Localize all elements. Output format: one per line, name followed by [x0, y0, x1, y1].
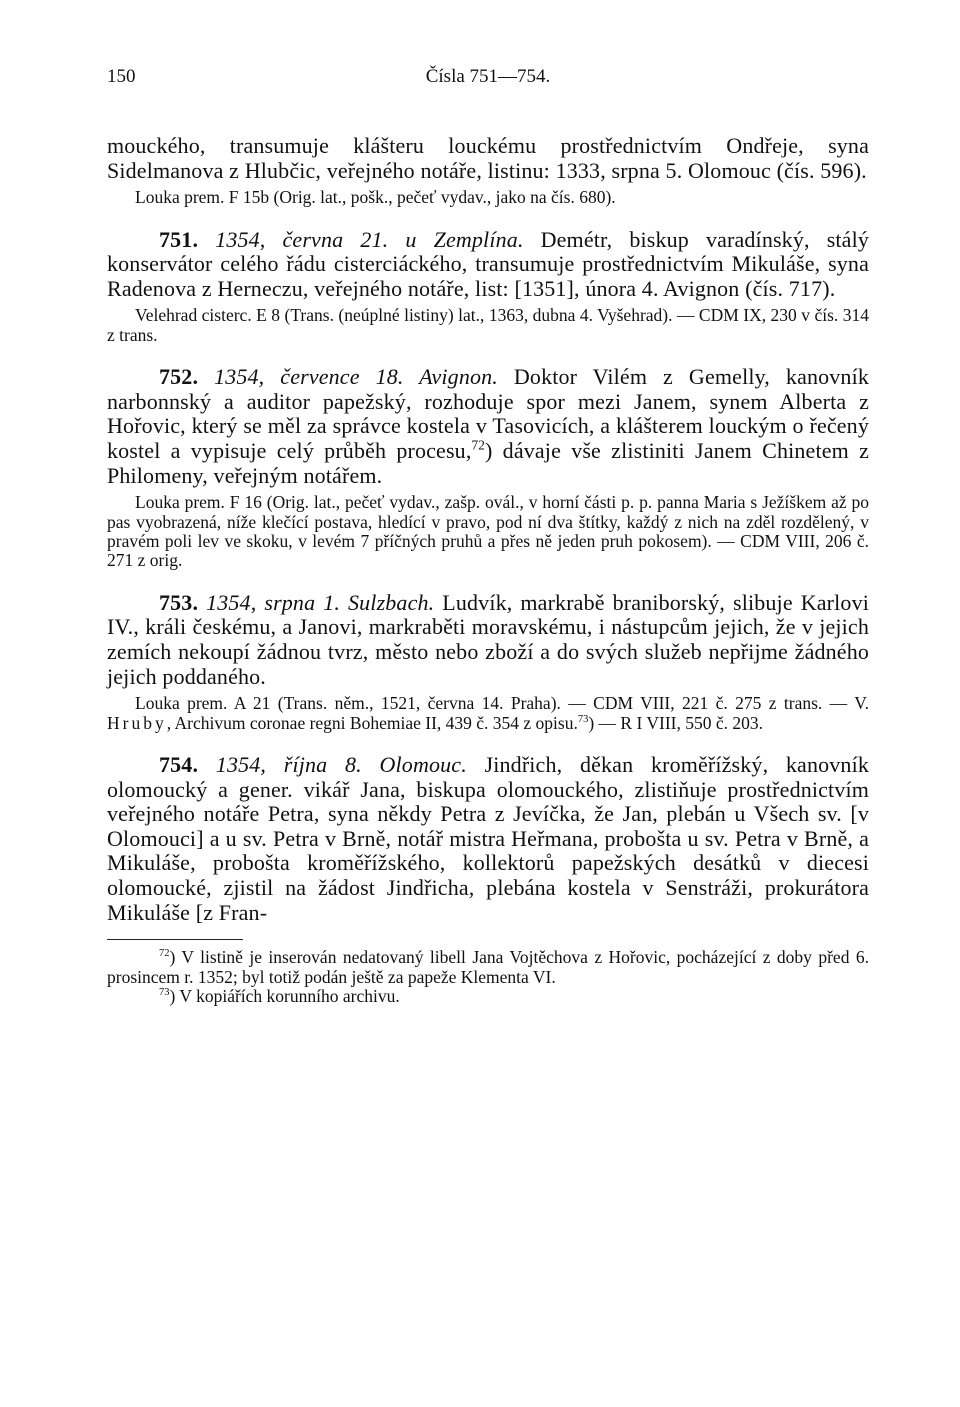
source-note-text: , Archivum coronae regni Bohemiae II, 439 č. 354 z opisu. [166, 712, 578, 733]
entry-754 [107, 753, 869, 925]
entry-text-continued: ) dávaje vše zlistiniti Janem Chinetem z Philomeny, veřejným notářem. [107, 437, 870, 488]
source-note: Louka prem. F 16 (Orig. lat., pečeť vydav., zašp. ovál., v horní části p. p. panna Maria s Ježíškem až po pas vyobrazená, níže klečící postava, hledící v pravo, pod ní dva štítky, každý z nich na zděl rozdělený, v pravém poli lev ve skoku, v levém 7 příčných pruhů a přes ně jeden pruh pokosem). — CDM VIII, 206 č. 271 z orig. [107, 492, 869, 571]
entry-date: 1354, srpna 1. Sulzbach. [206, 589, 435, 615]
footnote-reference: 72 [471, 437, 485, 453]
source-note: Velehrad cisterc. E 8 (Trans. (neúplné listiny) lat., 1363, dubna 4. Vyšehrad). — CDM IX, 230 v čís. 314 z trans. [107, 305, 869, 345]
entry-number: 751. [159, 226, 199, 252]
author-name-spaced: Hruby [107, 712, 167, 733]
entry-text: Jindřich, děkan kroměřížský, kanovník olomoucký a gener. vikář Jana, biskupa olomouckého, zlistiňuje prostřednictvím veřejného notáře Petra, syna někdy Petra z Jevíčka, že Jan, plebán u Všech sv. [v Olomouci] a u sv. Petra v Brně, notář mistra Heřmana, probošta u sv. Petra v Brně, a Mikuláše, probošta kroměřížského, kollektorů papežských desátků v diecesi olomoucké, zjistil na žádost Jindřicha, plebána kostela v Senstráži, prokurátora Mikuláše [z Fran- [107, 751, 869, 925]
page-body [107, 134, 869, 1006]
footnote-text: ) V listině je inserován nedatovaný libell Jana Vojtěchova z Hořovic, pocházející z doby před 6. prosincem r. 1352; byl totiž podán ještě za papeže Klementa VI. [107, 947, 869, 987]
footnote-73 [107, 987, 869, 1006]
footnote-marker: 72 [159, 948, 170, 960]
entry-text: Ludvík, markrabě braniborský, slibuje Karlovi IV., králi českému, a Janovi, markraběti moravskému, i nástupcům jejich, že v jejich zemích nekoupí žádnou tvrz, město nebo zboží a do svých služeb nepřijme žádného jejich poddaného. [107, 589, 869, 689]
entry-date: 1354, července 18. Avignon. [214, 364, 498, 390]
continued-paragraph: mouckého, transumuje klášteru louckému prostřednictvím Ondřeje, syna Sidelmanova z Hlubčic, veřejného notáře, listinu: 1333, srpna 5. Olomouc (čís. 596). [107, 133, 869, 183]
entry-number: 753. [159, 589, 199, 615]
source-note: Louka prem. F 15b (Orig. lat., pošk., pečeť vydav., jako na čís. 680). [135, 187, 616, 208]
document-page [107, 66, 869, 1006]
entry-number: 754. [159, 751, 199, 777]
entry-752 [107, 365, 869, 488]
source-note [107, 694, 869, 733]
source-note-text: Louka prem. A 21 (Trans. něm., 1521, června 14. Praha). — CDM VIII, 221 č. 275 z trans. — V. [135, 693, 869, 714]
entry-751 [107, 228, 869, 302]
footnote-72 [107, 948, 869, 987]
footnote-marker: 73 [159, 987, 170, 999]
entry-date: 1354, června 21. u Zemplína. [215, 226, 524, 252]
running-title: Čísla 751—754. [425, 66, 551, 87]
footnote-text: ) V kopiářích korunního archivu. [169, 985, 400, 1006]
entry-753 [107, 591, 869, 689]
page-number: 150 [107, 66, 136, 87]
page-header [107, 66, 869, 96]
footnote-reference: 73 [577, 713, 589, 725]
entry-date: 1354, října 8. Olomouc. [215, 751, 467, 777]
footnote-divider [107, 939, 243, 940]
entry-number: 752. [159, 364, 199, 390]
entry-text: Demétr, biskup varadínský, stálý konservátor celého řádu cisterciáckého, transumuje prostřednictvím Mikuláše, syna Radenova z Herneczu, veřejného notáře, list: [1351], února 4. Avignon (čís. 717). [107, 226, 870, 301]
entry-text: Doktor Vilém z Gemelly, kanovník narbonnský a auditor papežský, rozhoduje spor mezi Janem, synem Alberta z Hořovic, který se měl za správce kostela v Tasovicích, a klášterem louckým o řečený kostel a vypisuje celý průběh procesu, [107, 364, 869, 463]
source-note-text: ) — R I VIII, 550 č. 203. [588, 712, 764, 733]
